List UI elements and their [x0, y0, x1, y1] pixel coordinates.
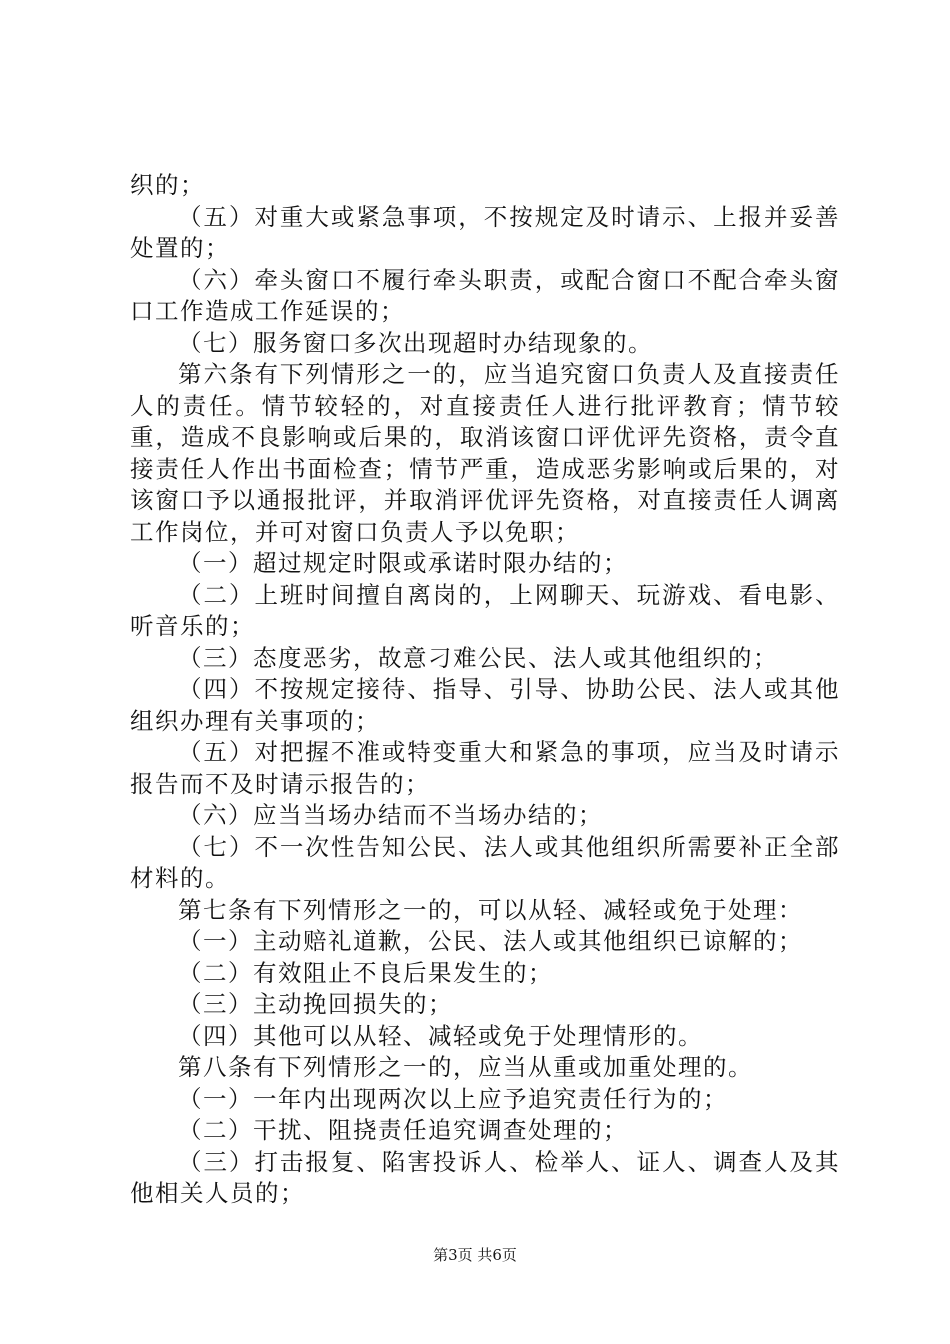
paragraph: （五）对把握不准或特变重大和紧急的事项，应当及时请示报告而不及时请示报告的； [130, 738, 840, 798]
paragraph: （一）主动赔礼道歉，公民、法人或其他组织已谅解的； [178, 927, 803, 955]
paragraph: （二）有效阻止不良后果发生的； [178, 958, 553, 987]
paragraph: 织的； [130, 171, 205, 199]
paragraph: 第八条有下列情形之一的，应当从重或加重处理的。 [178, 1053, 753, 1081]
paragraph: （五）对重大或紧急事项，不按规定及时请示、上报并妥善处置的； [130, 202, 840, 262]
paragraph: 第七条有下列情形之一的，可以从轻、减轻或免于处理： [178, 895, 803, 924]
document-body [130, 170, 840, 1210]
paragraph: （七）不一次性告知公民、法人或其他组织所需要补正全部材料的。 [130, 832, 840, 892]
paragraph: （四）其他可以从轻、减轻或免于处理情形的。 [178, 1021, 703, 1050]
paragraph: 第六条有下列情形之一的，应当追究窗口负责人及直接责任人的责任。情节较轻的，对直接责任人进行批评教育；情节较重，造成不良影响或后果的，取消该窗口评优评先资格，责令直接责任人作出书面检查；情节严重，造成恶劣影响或后果的，对该窗口予以通报批评，并取消评优评先资格，对直接责任人调离工作岗位，并可对窗口负责人予以免职； [130, 360, 840, 546]
paragraph: （三）主动挽回损失的； [178, 990, 453, 1018]
paragraph: （二）干扰、阻挠责任追究调查处理的； [178, 1116, 628, 1144]
paragraph: （六）牵头窗口不履行牵头职责，或配合窗口不配合牵头窗口工作造成工作延误的； [130, 265, 840, 325]
paragraph: （一）一年内出现两次以上应予追究责任行为的； [178, 1084, 728, 1113]
paragraph: （一）超过规定时限或承诺时限办结的； [178, 549, 628, 577]
paragraph: （二）上班时间擅自离岗的，上网聊天、玩游戏、看电影、听音乐的； [130, 580, 840, 640]
paragraph: （四）不按规定接待、指导、引导、协助公民、法人或其他组织办理有关事项的； [130, 675, 840, 735]
paragraph: （六）应当当场办结而不当场办结的； [178, 801, 603, 829]
paragraph: （七）服务窗口多次出现超时办结现象的。 [178, 328, 653, 357]
paragraph: （三）态度恶劣，故意刁难公民、法人或其他组织的； [178, 643, 778, 672]
paragraph: （三）打击报复、陷害投诉人、检举人、证人、调查人及其他相关人员的； [130, 1147, 840, 1207]
page-footer: 第3页 共6页 [433, 1246, 517, 1264]
